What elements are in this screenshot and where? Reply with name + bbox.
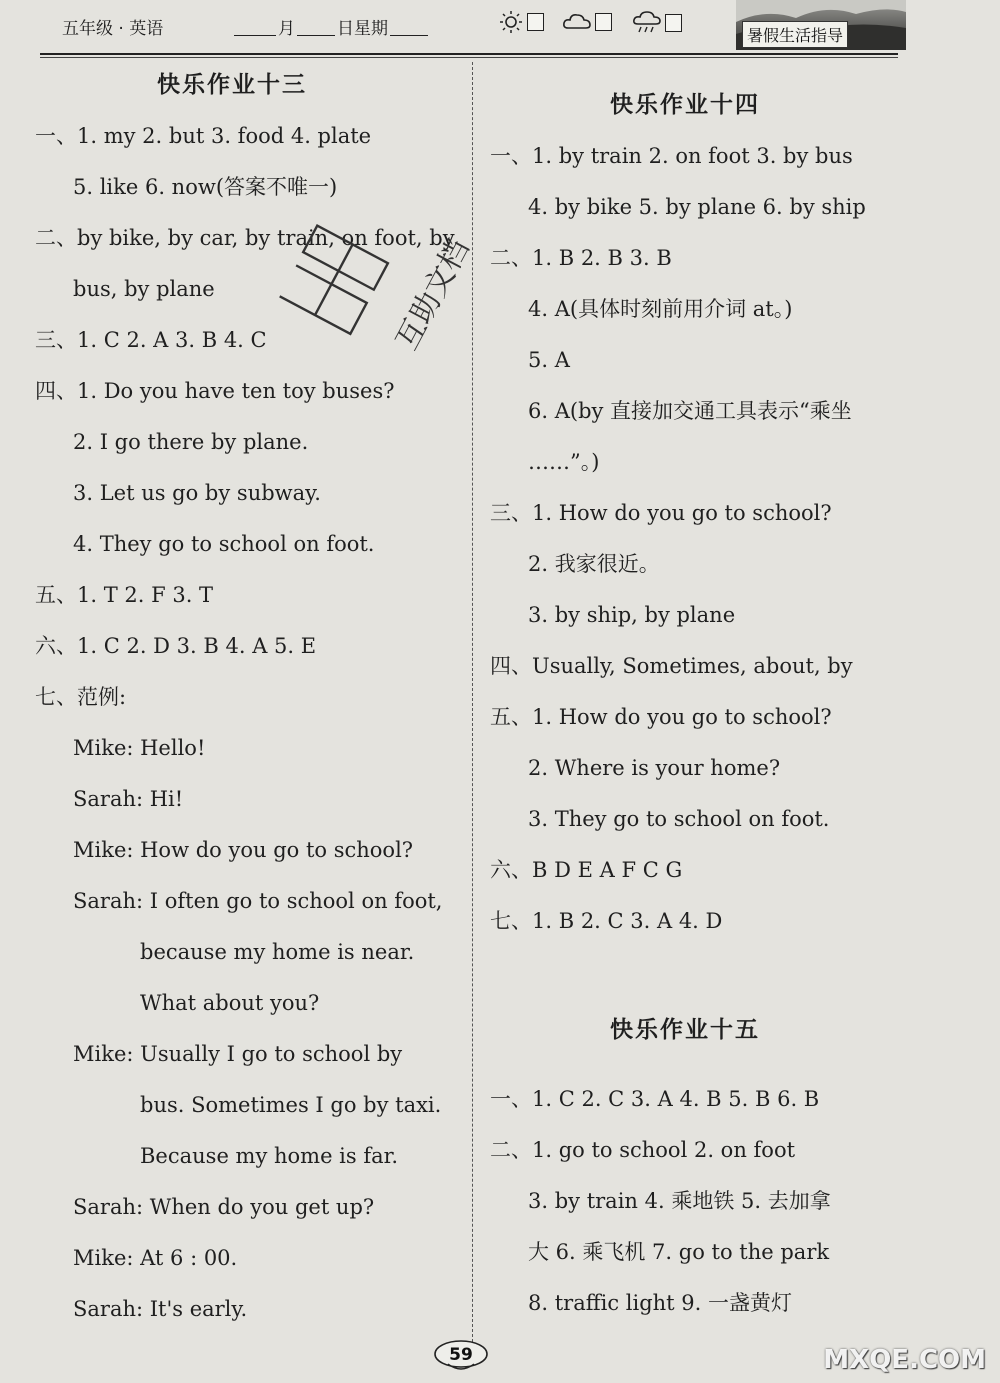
site-watermark: MXQE.COM [823, 1345, 986, 1375]
page-number [432, 1338, 490, 1372]
answer-line: 三、1. C 2. A 3. B 4. C [35, 328, 267, 352]
answer-line: 2. I go there by plane. [73, 430, 309, 454]
dialogue-line: because my home is near. [140, 940, 415, 964]
answer-line: 五、1. How do you go to school? [490, 705, 832, 729]
answer-line: 七、范例: [35, 685, 127, 709]
header-rule-thin [40, 57, 898, 58]
answer-line: 3. Let us go by subway. [73, 481, 321, 505]
answer-line: 一、1. by train 2. on foot 3. by bus [490, 144, 853, 168]
header-banner [736, 0, 906, 50]
banner-title: 暑假生活指导 [742, 21, 848, 48]
answer-line: 3. They go to school on foot. [528, 807, 830, 831]
dialogue-line: What about you? [140, 991, 320, 1015]
answer-line: 3. by train 4. 乘地铁 5. 去加拿 [528, 1189, 831, 1213]
dialogue-line: Mike: How do you go to school? [73, 838, 414, 862]
answer-line: 2. 我家很近。 [528, 552, 660, 576]
answer-line: 2. Where is your home? [528, 756, 781, 780]
left-column [35, 60, 455, 1335]
rainy-icon [632, 10, 662, 36]
answer-line: ……”。) [528, 450, 600, 474]
answer-line: 5. A [528, 348, 570, 372]
stamp-text: 互助文档 [389, 233, 477, 356]
month-blank [234, 35, 276, 36]
weekday-blank [390, 35, 428, 36]
dialogue-line: Sarah: Hi! [73, 787, 184, 811]
cloudy-icon [562, 10, 592, 34]
answer-line: bus, by plane [73, 277, 215, 301]
sunny-checkbox[interactable] [527, 13, 544, 31]
answer-line: 四、1. Do you have ten toy buses? [35, 379, 395, 403]
answer-line: 8. traffic light 9. 一盏黄灯 [528, 1291, 793, 1315]
grade-subject: 五年级 · 英语 [62, 19, 164, 39]
weather-sunny [498, 10, 544, 34]
dialogue-line: Sarah: I often go to school on foot, [73, 889, 443, 913]
answer-line: 二、by bike, by car, by train, on foot, by [35, 226, 455, 250]
dialogue-line: Because my home is far. [140, 1144, 399, 1168]
answer-line: 5. like 6. now(答案不唯一) [73, 175, 338, 199]
dialogue-line: Sarah: When do you get up? [73, 1195, 375, 1219]
answer-line: 一、1. C 2. C 3. A 4. B 5. B 6. B [490, 1087, 820, 1111]
page-header [40, 0, 1000, 52]
date-line [232, 14, 430, 39]
rainy-checkbox[interactable] [665, 14, 682, 32]
answer-line: 4. They go to school on foot. [73, 532, 375, 556]
column-divider [472, 62, 473, 1352]
dialogue-line: Mike: Hello! [73, 736, 206, 760]
header-rule [40, 53, 898, 55]
day-blank [297, 35, 335, 36]
answer-line: 三、1. How do you go to school? [490, 501, 832, 525]
month-label: 月 [278, 19, 295, 39]
answer-line: 一、1. my 2. but 3. food 4. plate [35, 124, 372, 148]
section-title-14: 快乐作业十四 [610, 92, 760, 118]
answer-line: 4. by bike 5. by plane 6. by ship [528, 195, 866, 219]
dialogue-line: Mike: At 6 : 00. [73, 1246, 238, 1270]
dialogue-line: bus. Sometimes I go by taxi. [140, 1093, 442, 1117]
day-week-label: 日星期 [337, 19, 388, 39]
answer-line: 大 6. 乘飞机 7. go to the park [528, 1240, 830, 1264]
section-title-15: 快乐作业十五 [610, 1017, 760, 1043]
dialogue-line: Mike: Usually I go to school by [73, 1042, 403, 1066]
answer-line: 二、1. B 2. B 3. B [490, 246, 672, 270]
answer-line: 六、B D E A F C G [490, 858, 683, 882]
sunny-icon [498, 10, 524, 34]
answer-line: 二、1. go to school 2. on foot [490, 1138, 796, 1162]
answer-line: 3. by ship, by plane [528, 603, 736, 627]
answer-line: 4. A(具体时刻前用介词 at。) [528, 297, 793, 321]
answer-line: 六、1. C 2. D 3. B 4. A 5. E [35, 634, 317, 658]
dialogue-line: Sarah: It's early. [73, 1297, 248, 1321]
answer-line: 七、1. B 2. C 3. A 4. D [490, 909, 723, 933]
page-number-text: 59 [449, 1345, 473, 1365]
answer-line: 6. A(by 直接加交通工具表示“乘坐 [528, 399, 852, 423]
cloudy-checkbox[interactable] [595, 13, 612, 31]
weather-cloudy [562, 10, 612, 34]
right-column [490, 80, 930, 1329]
answer-line: 四、Usually, Sometimes, about, by [490, 654, 853, 678]
weather-rainy [632, 10, 682, 36]
answer-line: 五、1. T 2. F 3. T [35, 583, 214, 607]
section-title-13: 快乐作业十三 [157, 72, 307, 98]
